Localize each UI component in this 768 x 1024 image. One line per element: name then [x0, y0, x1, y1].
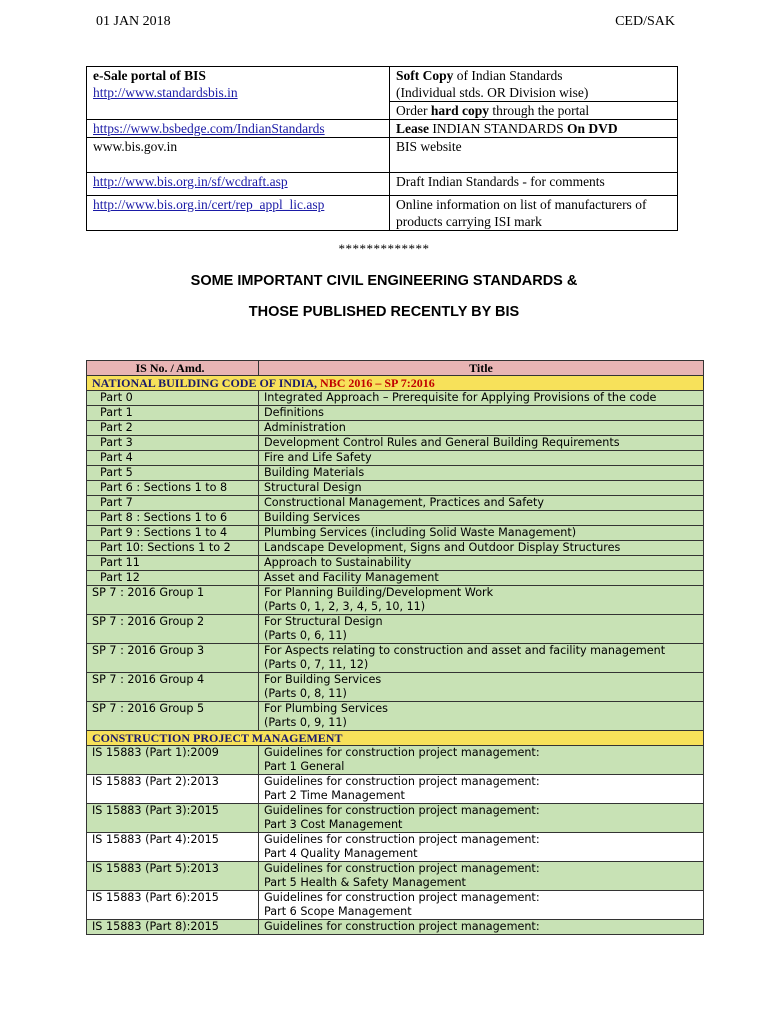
- title-cell: [259, 421, 704, 436]
- is-number-cell: Part 5: [87, 466, 259, 481]
- is-number-cell: IS 15883 (Part 8):2015: [87, 920, 259, 935]
- is-number-cell: Part 4: [87, 451, 259, 466]
- title-line: For Aspects relating to construction and asset and facility management: [264, 644, 666, 657]
- table-row: [87, 920, 704, 935]
- title-subline: Part 6 Scope Management: [264, 905, 412, 918]
- table-row: [87, 702, 704, 731]
- title-line: Guidelines for construction project management:: [264, 804, 540, 817]
- table-row: [87, 891, 704, 920]
- title-line: Building Materials: [264, 466, 365, 479]
- table-header-row: [87, 361, 704, 376]
- title-subline: (Parts 0, 8, 11): [264, 687, 347, 700]
- bis-website-label: BIS website: [390, 138, 678, 173]
- wcdraft-link[interactable]: http://www.bis.org.in/sf/wcdraft.asp: [93, 174, 288, 189]
- title-cell: [259, 481, 704, 496]
- is-number-cell: Part 3: [87, 436, 259, 451]
- table-row: [87, 775, 704, 804]
- separator-stars: *************: [338, 241, 430, 256]
- is-number-cell: SP 7 : 2016 Group 1: [87, 586, 259, 615]
- is-number-cell: Part 8 : Sections 1 to 6: [87, 511, 259, 526]
- title-cell: [259, 644, 704, 673]
- soft-copy-block: [390, 67, 677, 102]
- links-row: [87, 196, 678, 231]
- section-subtitle: NBC 2016 – SP 7:2016: [320, 376, 435, 390]
- title-subline: Part 5 Health & Safety Management: [264, 876, 466, 889]
- lease-text: INDIAN STANDARDS: [429, 121, 568, 136]
- title-line: For Structural Design: [264, 615, 383, 628]
- is-number-cell: Part 10: Sections 1 to 2: [87, 541, 259, 556]
- title-cell: [259, 511, 704, 526]
- table-row: [87, 526, 704, 541]
- title-line: Fire and Life Safety: [264, 451, 372, 464]
- is-number-cell: Part 12: [87, 571, 259, 586]
- title-cell: [259, 391, 704, 406]
- title-cell: [259, 436, 704, 451]
- table-row: [87, 556, 704, 571]
- is-number-cell: IS 15883 (Part 6):2015: [87, 891, 259, 920]
- title-cell: [259, 702, 704, 731]
- is-number-cell: IS 15883 (Part 3):2015: [87, 804, 259, 833]
- title-cell: [259, 541, 704, 556]
- standardsbis-link[interactable]: http://www.standardsbis.in: [93, 85, 238, 100]
- title-line: Guidelines for construction project management:: [264, 833, 540, 846]
- title-line: Definitions: [264, 406, 325, 419]
- links-row: [87, 67, 678, 120]
- is-number-cell: IS 15883 (Part 2):2013: [87, 775, 259, 804]
- rep-appl-lic-link[interactable]: http://www.bis.org.in/cert/rep_appl_lic.asp: [93, 197, 325, 212]
- manufacturers-info-label: Online information on list of manufacturers of products carrying ISI mark: [390, 196, 678, 231]
- table-row: [87, 586, 704, 615]
- table-row: [87, 746, 704, 775]
- title-cell: [259, 862, 704, 891]
- title-line: Guidelines for construction project management:: [264, 775, 540, 788]
- title-line: For Planning Building/Development Work: [264, 586, 494, 599]
- table-row: [87, 466, 704, 481]
- title-cell: [259, 891, 704, 920]
- title-cell: [259, 586, 704, 615]
- hard-copy-line: [390, 102, 677, 119]
- title-cell: [259, 775, 704, 804]
- table-row: [87, 862, 704, 891]
- is-number-cell: Part 6 : Sections 1 to 8: [87, 481, 259, 496]
- title-subline: Part 3 Cost Management: [264, 818, 403, 831]
- esale-portal-label: e-Sale portal of BIS: [93, 68, 206, 83]
- table-row: [87, 391, 704, 406]
- portal-links-table: [86, 66, 678, 231]
- table-row: [87, 496, 704, 511]
- lease-bold: Lease: [396, 121, 429, 136]
- is-number-cell: IS 15883 (Part 5):2013: [87, 862, 259, 891]
- title-cell: [259, 833, 704, 862]
- table-row: [87, 615, 704, 644]
- title-line: Guidelines for construction project management:: [264, 862, 540, 875]
- is-number-cell: Part 11: [87, 556, 259, 571]
- title-line: Constructional Management, Practices and Safety: [264, 496, 545, 509]
- title-cell: [259, 920, 704, 935]
- title-line: Asset and Facility Management: [264, 571, 439, 584]
- col-header-title: Title: [259, 361, 704, 376]
- is-number-cell: Part 2: [87, 421, 259, 436]
- title-subline: (Parts 0, 1, 2, 3, 4, 5, 10, 11): [264, 600, 426, 613]
- table-row: [87, 541, 704, 556]
- title-cell: [259, 571, 704, 586]
- links-row: [87, 173, 678, 196]
- col-header-is-no: IS No. / Amd.: [87, 361, 259, 376]
- title-cell: [259, 615, 704, 644]
- header-date: 01 JAN 2018: [96, 14, 171, 29]
- title-line: Administration: [264, 421, 346, 434]
- title-cell: [259, 673, 704, 702]
- title-cell: [259, 746, 704, 775]
- title-cell: [259, 526, 704, 541]
- table-row: [87, 406, 704, 421]
- title-line: Guidelines for construction project management:: [264, 920, 540, 933]
- table-row: [87, 571, 704, 586]
- is-number-cell: SP 7 : 2016 Group 2: [87, 615, 259, 644]
- is-number-cell: SP 7 : 2016 Group 5: [87, 702, 259, 731]
- title-line: Development Control Rules and General Building Requirements: [264, 436, 620, 449]
- is-number-cell: SP 7 : 2016 Group 4: [87, 673, 259, 702]
- hard-copy-pre: Order: [396, 103, 431, 118]
- links-row: [87, 120, 678, 138]
- title-subline: (Parts 0, 6, 11): [264, 629, 347, 642]
- is-number-cell: IS 15883 (Part 1):2009: [87, 746, 259, 775]
- hard-copy-text: through the portal: [489, 103, 590, 118]
- links-row: [87, 138, 678, 173]
- is-number-cell: Part 0: [87, 391, 259, 406]
- title-cell: [259, 496, 704, 511]
- bsbedge-link[interactable]: https://www.bsbedge.com/IndianStandards: [93, 121, 325, 136]
- title-line: Landscape Development, Signs and Outdoor Display Structures: [264, 541, 621, 554]
- table-row: [87, 421, 704, 436]
- dvd-bold: On DVD: [567, 121, 618, 136]
- title-subline: Part 2 Time Management: [264, 789, 405, 802]
- title-line: Approach to Sustainability: [264, 556, 412, 569]
- soft-copy-bold: Soft Copy: [396, 68, 454, 83]
- title-cell: [259, 804, 704, 833]
- section-row: [87, 376, 704, 391]
- title-line: Structural Design: [264, 481, 362, 494]
- draft-standards-label: Draft Indian Standards - for comments: [390, 173, 678, 196]
- table-row: [87, 644, 704, 673]
- hard-copy-bold: hard copy: [430, 103, 489, 118]
- title-line: For Plumbing Services: [264, 702, 389, 715]
- is-number-cell: Part 9 : Sections 1 to 4: [87, 526, 259, 541]
- table-row: [87, 436, 704, 451]
- title-subline: Part 1 General: [264, 760, 345, 773]
- title-line: Integrated Approach – Prerequisite for Applying Provisions of the code: [264, 391, 657, 404]
- section-row: [87, 731, 704, 746]
- section-title: CONSTRUCTION PROJECT MANAGEMENT: [92, 731, 343, 745]
- title-line: Building Services: [264, 511, 361, 524]
- bis-gov-link[interactable]: www.bis.gov.in: [93, 139, 178, 154]
- soft-copy-note: (Individual stds. OR Division wise): [396, 85, 589, 100]
- title-line: Guidelines for construction project management:: [264, 746, 540, 759]
- title-subline: (Parts 0, 7, 11, 12): [264, 658, 369, 671]
- section-title: NATIONAL BUILDING CODE OF INDIA,: [92, 376, 321, 390]
- links-right-cell: [390, 67, 678, 120]
- standards-table: [86, 360, 704, 935]
- title-line: Guidelines for construction project management:: [264, 891, 540, 904]
- is-number-cell: IS 15883 (Part 4):2015: [87, 833, 259, 862]
- header-reference: CED/SAK: [615, 14, 675, 29]
- table-row: [87, 833, 704, 862]
- is-number-cell: SP 7 : 2016 Group 3: [87, 644, 259, 673]
- title-line: For Building Services: [264, 673, 382, 686]
- title-cell: [259, 466, 704, 481]
- title-subline: (Parts 0, 9, 11): [264, 716, 347, 729]
- table-row: [87, 511, 704, 526]
- title-cell: [259, 406, 704, 421]
- is-number-cell: Part 7: [87, 496, 259, 511]
- soft-copy-text: of Indian Standards: [453, 68, 563, 83]
- title-line: Plumbing Services (including Solid Waste Management): [264, 526, 577, 539]
- title-cell: [259, 556, 704, 571]
- page-heading-line-1: SOME IMPORTANT CIVIL ENGINEERING STANDARDS &: [190, 273, 578, 289]
- table-row: [87, 673, 704, 702]
- page-heading-line-2: THOSE PUBLISHED RECENTLY BY BIS: [248, 304, 520, 320]
- table-row: [87, 804, 704, 833]
- table-row: [87, 481, 704, 496]
- links-left-cell: [87, 67, 390, 120]
- is-number-cell: Part 1: [87, 406, 259, 421]
- title-cell: [259, 451, 704, 466]
- table-row: [87, 451, 704, 466]
- title-subline: Part 4 Quality Management: [264, 847, 418, 860]
